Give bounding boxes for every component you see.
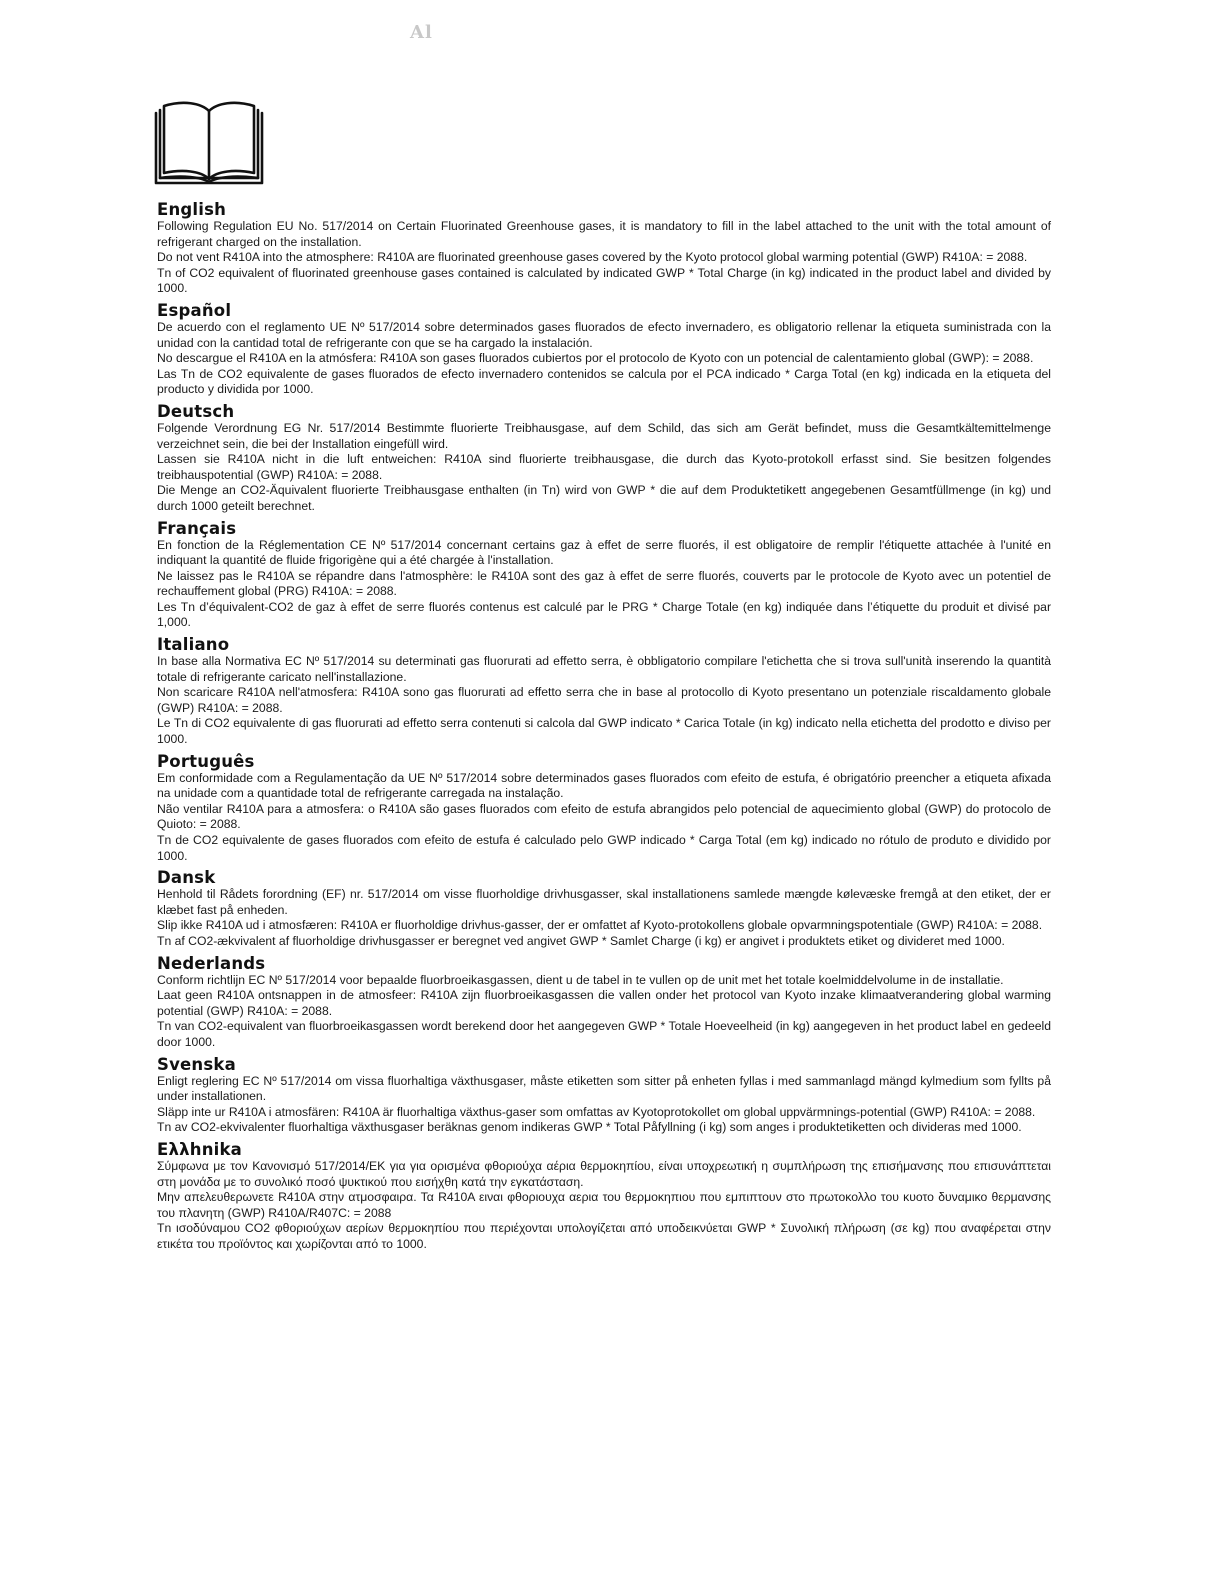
section-paragraph: Folgende Verordnung EG Nr. 517/2014 Bestimmte fluorierte Treibhausgase, auf dem Schild, das sich am Gerät befindet, muss die Gesamtkältemittelmenge verzeichnet sein, die bei der Installation eingefüll wird.	[157, 420, 1051, 451]
section-italiano	[157, 635, 1051, 748]
document-body	[157, 200, 1051, 1256]
section-paragraph: Le Tn di CO2 equivalente di gas fluorurati ad effetto serra contenuti si calcola dal GWP indicato * Carica Totale (in kg) indicato nella etichetta del prodotto e diviso per 1000.	[157, 716, 1051, 747]
section-title: English	[157, 200, 227, 219]
section-paragraph: Slip ikke R410A ud i atmosfæren: R410A er fluorholdige drivhus-gasser, der er omfattet af Kyoto-protokollens globale opvarmningspotentiale (GWP) R410A: = 2088.	[157, 918, 1043, 933]
section-title: Français	[157, 518, 237, 538]
page-mark: Al	[410, 22, 433, 43]
section-paragraph: Henhold til Rådets forordning (EF) nr. 517/2014 om visse fluorholdige drivhusgasser, skal installationens samlede mængde kølevæske fremgå at den etiket, der er klæbet fast på enheden.	[157, 887, 1051, 917]
section-nederlands	[157, 954, 1051, 1051]
section-dansk	[157, 868, 1051, 949]
section-paragraph: Tn av CO2-ekvivalenter fluorhaltiga växthusgaser beräknas genom indikeras GWP * Total Påfyllning (i kg) som anges i produktetiketten och divideras med 1000.	[157, 1120, 1022, 1135]
section-paragraph: De acuerdo con el reglamento UE Nº 517/2014 sobre determinados gases fluorados de efecto invernadero, es obligatorio rellenar la etiqueta suministrada con la unidad con la cantidad total de refrigerante con que se ha cargado la instalación.	[157, 319, 1051, 350]
section-paragraph: Não ventilar R410A para a atmosfera: o R410A são gases fluorados com efeito de estufa abrangidos pelo potencial de aquecimiento global (GWP) do protocolo de Quioto: = 2088.	[157, 801, 1051, 832]
section-svenska	[157, 1055, 1051, 1136]
section-title: Español	[157, 300, 232, 320]
section-espanol	[157, 301, 1051, 398]
section-paragraph: Enligt reglering EC Nº 517/2014 om vissa fluorhaltiga växthusgaser, måste etiketten som sitter på enheten fyllas i med sammanlagd mängd kylmedium som fyllts på under installationen.	[157, 1073, 1051, 1104]
section-portugues	[157, 752, 1051, 865]
section-paragraph: En fonction de la Réglementation CE Nº 517/2014 concernant certains gaz à effet de serre fluorés, il est obligatoire de remplir l'étiquette attachée à l'unité en indiquant la quantité de fluide frigorigène qui a été chargée à l'installation.	[157, 537, 1051, 568]
section-title: Deutsch	[157, 401, 235, 421]
section-paragraph: No descargue el R410A en la atmósfera: R410A son gases fluorados cubiertos por el protocolo de Kyoto con un potencial de calentamiento global (GWP): = 2088.	[157, 351, 1034, 366]
section-paragraph: Conform richtlijn EC Nº 517/2014 voor bepaalde fluorbroeikasgassen, dient u de tabel in te vullen op de unit met het totale koelmiddelvolume in de installatie.	[157, 972, 1004, 987]
section-paragraph: Tn van CO2-equivalent van fluorbroeikasgassen wordt berekend door het aangegeven GWP * Totale Hoeveelheid (in kg) aangegeven in het product label en gedeeld door 1000.	[157, 1019, 1051, 1049]
section-paragraph: Em conformidade com a Regulamentação da UE Nº 517/2014 sobre determinados gases fluorados com efeito de estufa, é obrigatório preencher a etiqueta afixada na unidade com a quantidade total de refrigerante carregada na instalação.	[157, 770, 1051, 801]
section-paragraph: Tn of CO2 equivalent of fluorinated greenhouse gases contained is calculated by indicated GWP * Total Charge (in kg) indicated in the product label and divided by 1000.	[157, 265, 1051, 296]
section-deutsch	[157, 402, 1051, 515]
section-paragraph: Les Tn d’équivalent-CO2 de gaz à effet de serre fluorés contenus est calculé par le PRG * Charge Totale (en kg) indiquée dans l’étiquette du produit et divisé par 1,000.	[157, 599, 1051, 630]
section-paragraph: Μην απελευθερωνετε R410A στην ατμοσφαιρα. Τα R410A ειναι φθοριουχα αερια του θερμοκηπιου που εμπιπτουν στο πρωτοκολλο του κυοτο δυναμικο θερμανσης του πλανητη (GWP) R410A/R407C: = 2088	[157, 1190, 1051, 1220]
section-paragraph: Σύμφωνα με τον Κανονισμό 517/2014/ΕΚ για για ορισμένα φθοριούχα αέρια θερμοκηπίου, είναι υποχρεωτική η συμπλήρωση της επισήμανσης που επισυνάπτεται στη μονάδα με το συνολικό ποσό ψυκτικού που εισήχθη κατά την εγκατάσταση.	[157, 1158, 1051, 1189]
section-title: Dansk	[157, 868, 216, 888]
section-title: Svenska	[157, 1054, 236, 1074]
section-paragraph: Ne laissez pas le R410A se répandre dans l'atmosphère: le R410A sont des gaz à effet de serre fluorés, couverts par le protocole de Kyoto avec un potentiel de rechauffement global (PRG) R410A: = 2088.	[157, 568, 1051, 599]
section-paragraph: Τn ισοδύναμου CO2 φθοριούχων αερίων θερμοκηπίου που περιέχονται υπολογίζεται από υποδεικνύεται GWP * Συνολική πλήρωση (σε kg) που αναφέρεται στην ετικέτα του προϊόντος και χωρίζονται από το 1000.	[157, 1221, 1051, 1251]
section-paragraph: Non scaricare R410A nell'atmosfera: R410A sono gas fluorurati ad effetto serra che in base al protocollo di Kyoto presentano un potenziale riscaldamento globale (GWP) R410A: = 2088.	[157, 685, 1051, 715]
section-paragraph: Tn de CO2 equivalente de gases fluorados com efeito de estufa é calculado pelo GWP indicado * Carga Total (em kg) indicado no rótulo de produto e dividido por 1000.	[157, 833, 1051, 863]
section-paragraph: Lassen sie R410A nicht in die luft entweichen: R410A sind fluorierte treibhausgase, die durch das Kyoto-protokoll erfasst sind. Sie besitzen folgendes treibhauspotential (GWP) R410A: = 2088.	[157, 452, 1051, 482]
section-paragraph: Do not vent R410A into the atmosphere: R410A are fluorinated greenhouse gases covered by the Kyoto protocol global warming potential (GWP) R410A: = 2088.	[157, 250, 1028, 265]
section-english	[157, 200, 1051, 297]
section-title: Português	[157, 751, 255, 771]
book-icon	[153, 101, 265, 186]
section-francais	[157, 519, 1051, 632]
section-paragraph: Släpp inte ur R410A i atmosfären: R410A är fluorhaltiga växthus-gaser som omfattas av Kyotoprotokollet om global uppvärmnings-potential (GWP) R410A: = 2088.	[157, 1104, 1036, 1119]
section-paragraph: In base alla Normativa EC Nº 517/2014 su determinati gas fluorurati ad effetto serra, è obbligatorio compilare l'etichetta che si trova sull'unità inserendo la quantità totale di refrigerante caricato nell'installazione.	[157, 654, 1051, 684]
section-title: Italiano	[157, 635, 230, 655]
section-ellinika	[157, 1140, 1051, 1253]
section-paragraph: Die Menge an CO2-Äquivalent fluorierte Treibhausgase enthalten (in Tn) wird von GWP * die auf dem Produktetikett angegebenen Gesamtfüllmenge (in kg) und durch 1000 geteilt berechnet.	[157, 483, 1051, 513]
section-title: Nederlands	[157, 953, 266, 973]
section-title: Ελλhnika	[157, 1139, 243, 1159]
section-paragraph: Tn af CO2-ækvivalent af fluorholdige drivhusgasser er beregnet ved angivet GWP * Samlet Charge (i kg) er angivet i produktets etiket og divideret med 1000.	[157, 933, 1005, 948]
section-paragraph: Following Regulation EU No. 517/2014 on Certain Fluorinated Greenhouse gases, it is mandatory to fill in the label attached to the unit with the total amount of refrigerant charged on the installation.	[157, 219, 1051, 249]
section-paragraph: Laat geen R410A ontsnappen in de atmosfeer: R410A zijn fluorbroeikasgassen die vallen onder het protocol van Kyoto inzake klimaatverandering global warming potential (GWP) R410A: = 2088.	[157, 988, 1051, 1018]
section-paragraph: Las Tn de CO2 equivalente de gases fluorados de efecto invernadero contenidos se calcula por el PCA indicado * Carga Total (en kg) indicada en la etiqueta del producto y dividida por 1000.	[157, 366, 1051, 397]
